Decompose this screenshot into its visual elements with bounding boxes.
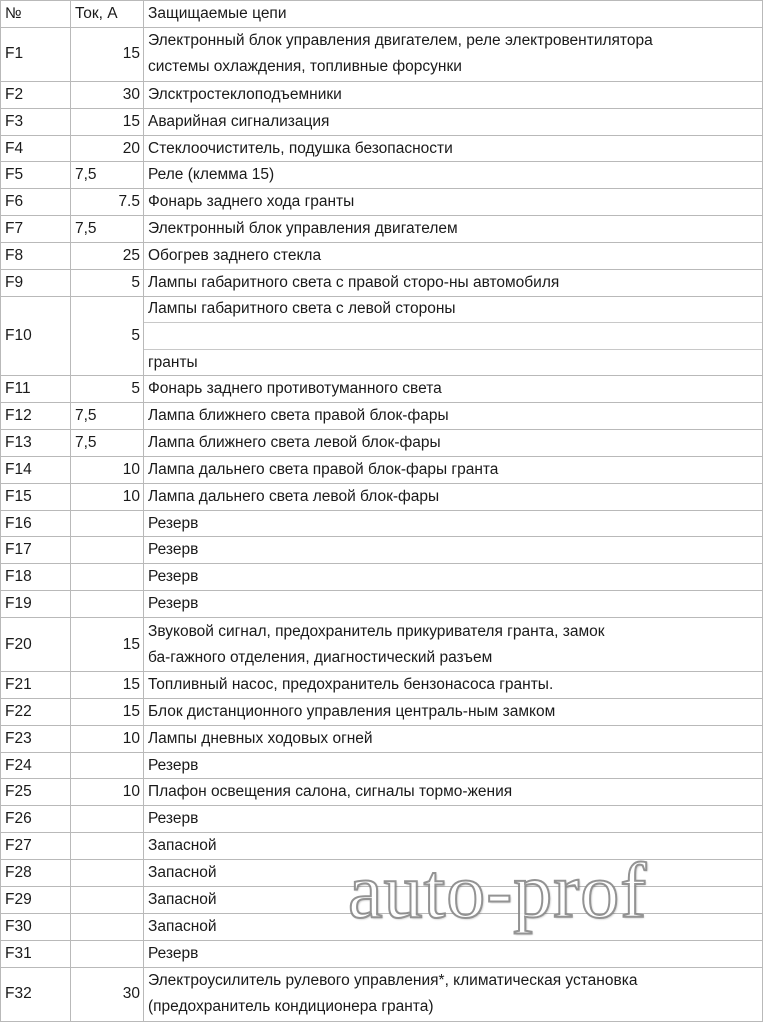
fuse-number: F2 <box>0 82 71 108</box>
fuse-current: 30 <box>71 82 144 108</box>
circuit-line: Резерв <box>148 568 199 586</box>
table-row <box>0 430 763 457</box>
fuse-number: F30 <box>0 914 71 940</box>
table-row <box>0 564 763 591</box>
fuse-current: 7.5 <box>71 189 144 215</box>
fuse-circuits <box>144 484 763 510</box>
circuit-line: Фонарь заднего хода гранты <box>148 193 355 211</box>
fuse-circuits <box>144 457 763 483</box>
table-row <box>0 484 763 511</box>
table-row <box>0 618 763 672</box>
fuse-circuits <box>144 243 763 269</box>
fuse-circuits <box>144 403 763 429</box>
fuse-current: 15 <box>71 618 144 671</box>
watermark-logo: auto-prof <box>348 847 648 934</box>
fuse-circuits <box>144 726 763 752</box>
fuse-current: 5 <box>71 297 144 375</box>
circuit-line: ба-гажного отделения, диагностический разъем <box>148 648 493 666</box>
fuse-current: 7,5 <box>71 430 144 456</box>
fuse-circuits <box>144 618 763 671</box>
table-row <box>0 672 763 699</box>
circuit-line: Лампа ближнего света правой блок-фары <box>148 406 449 424</box>
fuse-number: F6 <box>0 189 71 215</box>
fuse-current <box>71 753 144 779</box>
table-row <box>0 109 763 136</box>
circuit-line: Элсктростеклоподъемники <box>148 85 342 103</box>
circuit-line: Резерв <box>148 756 199 774</box>
fuse-current: 10 <box>71 779 144 805</box>
fuse-number: F27 <box>0 833 71 859</box>
fuse-current: 25 <box>71 243 144 269</box>
header-number: № <box>0 1 71 27</box>
fuse-circuits <box>144 511 763 537</box>
circuit-line <box>144 323 762 350</box>
table-row <box>0 511 763 538</box>
table-row <box>0 537 763 564</box>
fuse-circuits <box>144 109 763 135</box>
table-row <box>0 28 763 82</box>
circuit-line: Стеклоочиститель, подушка безопасности <box>148 139 453 157</box>
fuse-circuits <box>144 806 763 832</box>
circuit-line: (предохранитель кондиционера гранта) <box>148 998 434 1016</box>
fuse-current: 10 <box>71 726 144 752</box>
circuit-line: Фонарь заднего противотуманного света <box>148 380 442 398</box>
circuit-line: гранты <box>148 354 198 372</box>
fuse-current <box>71 591 144 617</box>
fuse-circuits <box>144 82 763 108</box>
fuse-number: F24 <box>0 753 71 779</box>
fuse-current: 15 <box>71 109 144 135</box>
fuse-number: F22 <box>0 699 71 725</box>
table-row <box>0 297 763 376</box>
fuse-current: 7,5 <box>71 162 144 188</box>
circuit-line: Лампа дальнего света правой блок-фары гранта <box>148 460 499 478</box>
fuse-current: 5 <box>71 376 144 402</box>
fuse-number: F9 <box>0 270 71 296</box>
circuit-line: Лампа ближнего света левой блок-фары <box>148 433 441 451</box>
circuit-line: Запасной <box>148 917 217 935</box>
fuse-circuits <box>144 430 763 456</box>
fuse-circuits <box>144 162 763 188</box>
circuit-line: Электронный блок управления двигателем <box>148 220 458 238</box>
table-row <box>0 806 763 833</box>
circuit-line: Запасной <box>148 837 217 855</box>
circuit-line: Топливный насос, предохранитель бензонасоса гранты. <box>148 675 554 693</box>
fuse-circuits <box>144 270 763 296</box>
fuse-circuits <box>144 753 763 779</box>
fuse-number: F5 <box>0 162 71 188</box>
circuit-line: Резерв <box>148 595 199 613</box>
fuse-circuits <box>144 136 763 162</box>
fuse-circuits <box>144 28 763 81</box>
fuse-current: 20 <box>71 136 144 162</box>
table-row <box>0 968 763 1022</box>
fuse-number: F8 <box>0 243 71 269</box>
fuse-circuits <box>144 376 763 402</box>
fuse-number: F32 <box>0 968 71 1021</box>
fuse-number: F25 <box>0 779 71 805</box>
fuse-number: F10 <box>0 297 71 375</box>
table-row <box>0 457 763 484</box>
fuse-circuits <box>144 564 763 590</box>
circuit-line: Аварийная сигнализация <box>148 112 330 130</box>
circuit-line: Электронный блок управления двигателем, реле электровентилятора <box>148 32 653 50</box>
fuse-current <box>71 511 144 537</box>
fuse-number: F16 <box>0 511 71 537</box>
fuse-current: 7,5 <box>71 403 144 429</box>
circuit-line: Запасной <box>148 864 217 882</box>
table-header-row <box>0 0 763 28</box>
fuse-current: 7,5 <box>71 216 144 242</box>
fuse-number: F12 <box>0 403 71 429</box>
table-row <box>0 82 763 109</box>
fuse-current: 10 <box>71 484 144 510</box>
fuse-number: F29 <box>0 887 71 913</box>
table-row <box>0 189 763 216</box>
fuse-current: 5 <box>71 270 144 296</box>
circuit-line: Резерв <box>148 514 199 532</box>
fuse-number: F14 <box>0 457 71 483</box>
fuse-circuits <box>144 537 763 563</box>
table-row <box>0 270 763 297</box>
fuse-number: F13 <box>0 430 71 456</box>
fuse-current: 10 <box>71 457 144 483</box>
fuse-number: F19 <box>0 591 71 617</box>
fuse-number: F15 <box>0 484 71 510</box>
table-row <box>0 941 763 968</box>
fuse-current: 15 <box>71 28 144 81</box>
fuse-circuits <box>144 672 763 698</box>
fuse-number: F4 <box>0 136 71 162</box>
circuit-line: Резерв <box>148 810 199 828</box>
fuse-current <box>71 914 144 940</box>
circuit-line: Реле (клемма 15) <box>148 166 275 184</box>
header-circuits: Защищаемые цепи <box>144 1 763 27</box>
fuse-number: F21 <box>0 672 71 698</box>
fuse-circuits <box>144 591 763 617</box>
fuse-circuits <box>144 297 763 375</box>
fuse-number: F17 <box>0 537 71 563</box>
fuse-current: 30 <box>71 968 144 1021</box>
table-row <box>0 753 763 780</box>
fuse-number: F20 <box>0 618 71 671</box>
fuse-current <box>71 941 144 967</box>
fuse-number: F23 <box>0 726 71 752</box>
fuse-current: 15 <box>71 672 144 698</box>
fuse-circuits <box>144 189 763 215</box>
fuse-current: 15 <box>71 699 144 725</box>
circuit-line: Лампы габаритного света с правой сторо-ны автомобиля <box>148 273 560 291</box>
circuit-line: Лампы габаритного света с левой стороны <box>144 297 762 323</box>
circuit-line: Резерв <box>148 944 199 962</box>
fuse-circuits <box>144 216 763 242</box>
fuse-circuits <box>144 968 763 1021</box>
table-row <box>0 591 763 618</box>
circuit-line: Звуковой сигнал, предохранитель прикуривателя гранта, замок <box>148 622 605 640</box>
fuse-number: F28 <box>0 860 71 886</box>
circuit-line: системы охлаждения, топливные форсунки <box>148 58 462 76</box>
circuit-line: Обогрев заднего стекла <box>148 247 322 265</box>
fuse-circuits <box>144 779 763 805</box>
fuse-number: F3 <box>0 109 71 135</box>
fuse-current <box>71 806 144 832</box>
circuit-line: Лампы дневных ходовых огней <box>148 729 373 747</box>
table-row <box>0 162 763 189</box>
fuse-current <box>71 564 144 590</box>
fuse-current <box>71 833 144 859</box>
fuse-circuits <box>144 699 763 725</box>
header-current: Ток, А <box>71 1 144 27</box>
table-row <box>0 243 763 270</box>
table-row <box>0 376 763 403</box>
fuse-number: F31 <box>0 941 71 967</box>
circuit-line: Резерв <box>148 541 199 559</box>
fuse-number: F18 <box>0 564 71 590</box>
fuse-current <box>71 887 144 913</box>
circuit-line: Блок дистанционного управления централь-ным замком <box>148 702 556 720</box>
table-row <box>0 136 763 163</box>
table-row <box>0 726 763 753</box>
table-row <box>0 779 763 806</box>
table-row <box>0 403 763 430</box>
circuit-line: Электроусилитель рулевого управления*, климатическая установка <box>148 972 638 990</box>
fuse-number: F1 <box>0 28 71 81</box>
circuit-line: Лампа дальнего света левой блок-фары <box>148 487 440 505</box>
fuse-number: F26 <box>0 806 71 832</box>
table-row <box>0 699 763 726</box>
fuse-current <box>71 537 144 563</box>
fuse-number: F7 <box>0 216 71 242</box>
circuit-line: Плафон освещения салона, сигналы тормо-жения <box>148 783 513 801</box>
fuse-circuits <box>144 941 763 967</box>
fuse-current <box>71 860 144 886</box>
circuit-line: Запасной <box>148 891 217 908</box>
table-row <box>0 216 763 243</box>
fuse-number: F11 <box>0 376 71 402</box>
